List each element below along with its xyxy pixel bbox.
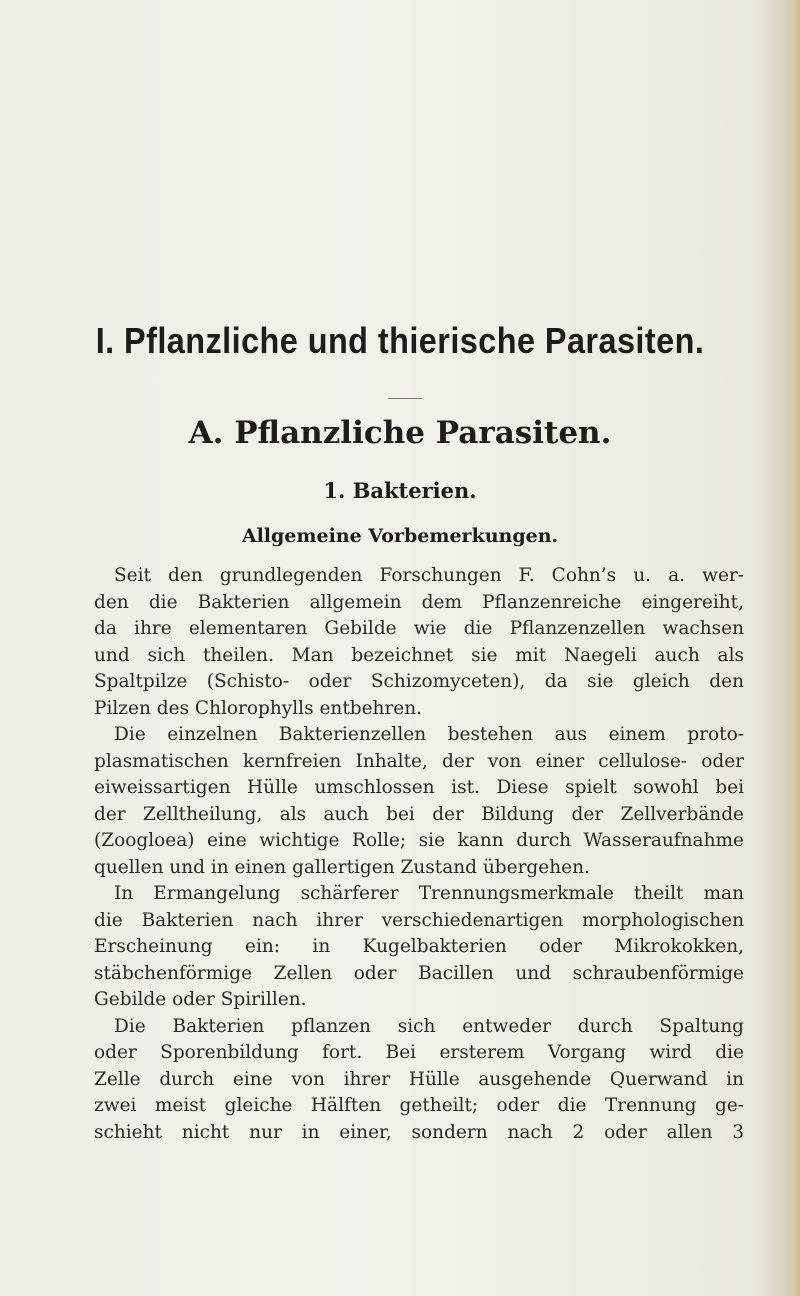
text-line: zwei meist gleiche Hälften getheilt; oder die Trennung ge-: [94, 1095, 744, 1116]
text-line: stäbchenförmige Zellen oder Bacillen und schraubenförmige: [94, 962, 744, 984]
main-heading: I. Pflanzliche und thierische Parasiten.: [95, 320, 705, 361]
text-line: Zelle durch eine von ihrer Hülle ausgehende Querwand in: [94, 1068, 744, 1090]
text-line: Pilzen des Chlorophylls entbehren.: [94, 697, 423, 719]
text-line: Spaltpilze (Schisto- oder Schizomyceten), da sie gleich den: [94, 671, 744, 692]
body-text: [94, 563, 744, 1146]
section-heading: A. Pflanzliche Parasiten.: [188, 415, 612, 451]
page-edge-shadow: [784, 0, 800, 1296]
text-line: die Bakterien nach ihrer verschiedenartigen morphologischen: [94, 909, 744, 931]
text-line: Gebilde oder Spirillen.: [94, 989, 307, 1010]
text-line: eiweissartigen Hülle umschlossen ist. Diese spielt sowohl bei: [94, 777, 744, 798]
text-line: da ihre elementaren Gebilde wie die Pflanzenzellen wachsen: [94, 618, 744, 639]
text-line: und sich theilen. Man bezeichnet sie mit Naegeli auch als: [94, 644, 744, 666]
subsection-heading: 1. Bakterien.: [323, 478, 477, 503]
text-line: schieht nicht nur in einer, sondern nach 2 oder allen 3: [94, 1121, 744, 1143]
topic-heading: Allgemeine Vorbemerkungen.: [241, 525, 559, 547]
text-line: Seit den grundlegenden Forschungen F. Cohn’s u. a. wer-: [114, 565, 744, 586]
text-line: (Zoogloea) eine wichtige Rolle; sie kann durch Wasseraufnahme: [94, 830, 744, 851]
text-line: Erscheinung ein: in Kugelbakterien oder Mikrokokken,: [94, 936, 744, 957]
divider-rule: [388, 398, 422, 399]
text-line: der Zelltheilung, als auch bei der Bildung der Zellverbände: [94, 803, 744, 825]
text-line: Die Bakterien pflanzen sich entweder durch Spaltung: [114, 1015, 744, 1037]
text-line: den die Bakterien allgemein dem Pflanzenreiche eingereiht,: [94, 591, 744, 613]
text-line: oder Sporenbildung fort. Bei ersterem Vorgang wird die: [94, 1042, 744, 1063]
text-line: quellen und in einen gallertigen Zustand übergehen.: [94, 856, 590, 878]
text-line: plasmatischen kernfreien Inhalte, der von einer cellulose- oder: [94, 750, 744, 772]
text-line: In Ermangelung schärferer Trennungsmerkmale theilt man: [114, 883, 744, 904]
text-line: Die einzelnen Bakterienzellen bestehen aus einem proto-: [114, 724, 744, 745]
